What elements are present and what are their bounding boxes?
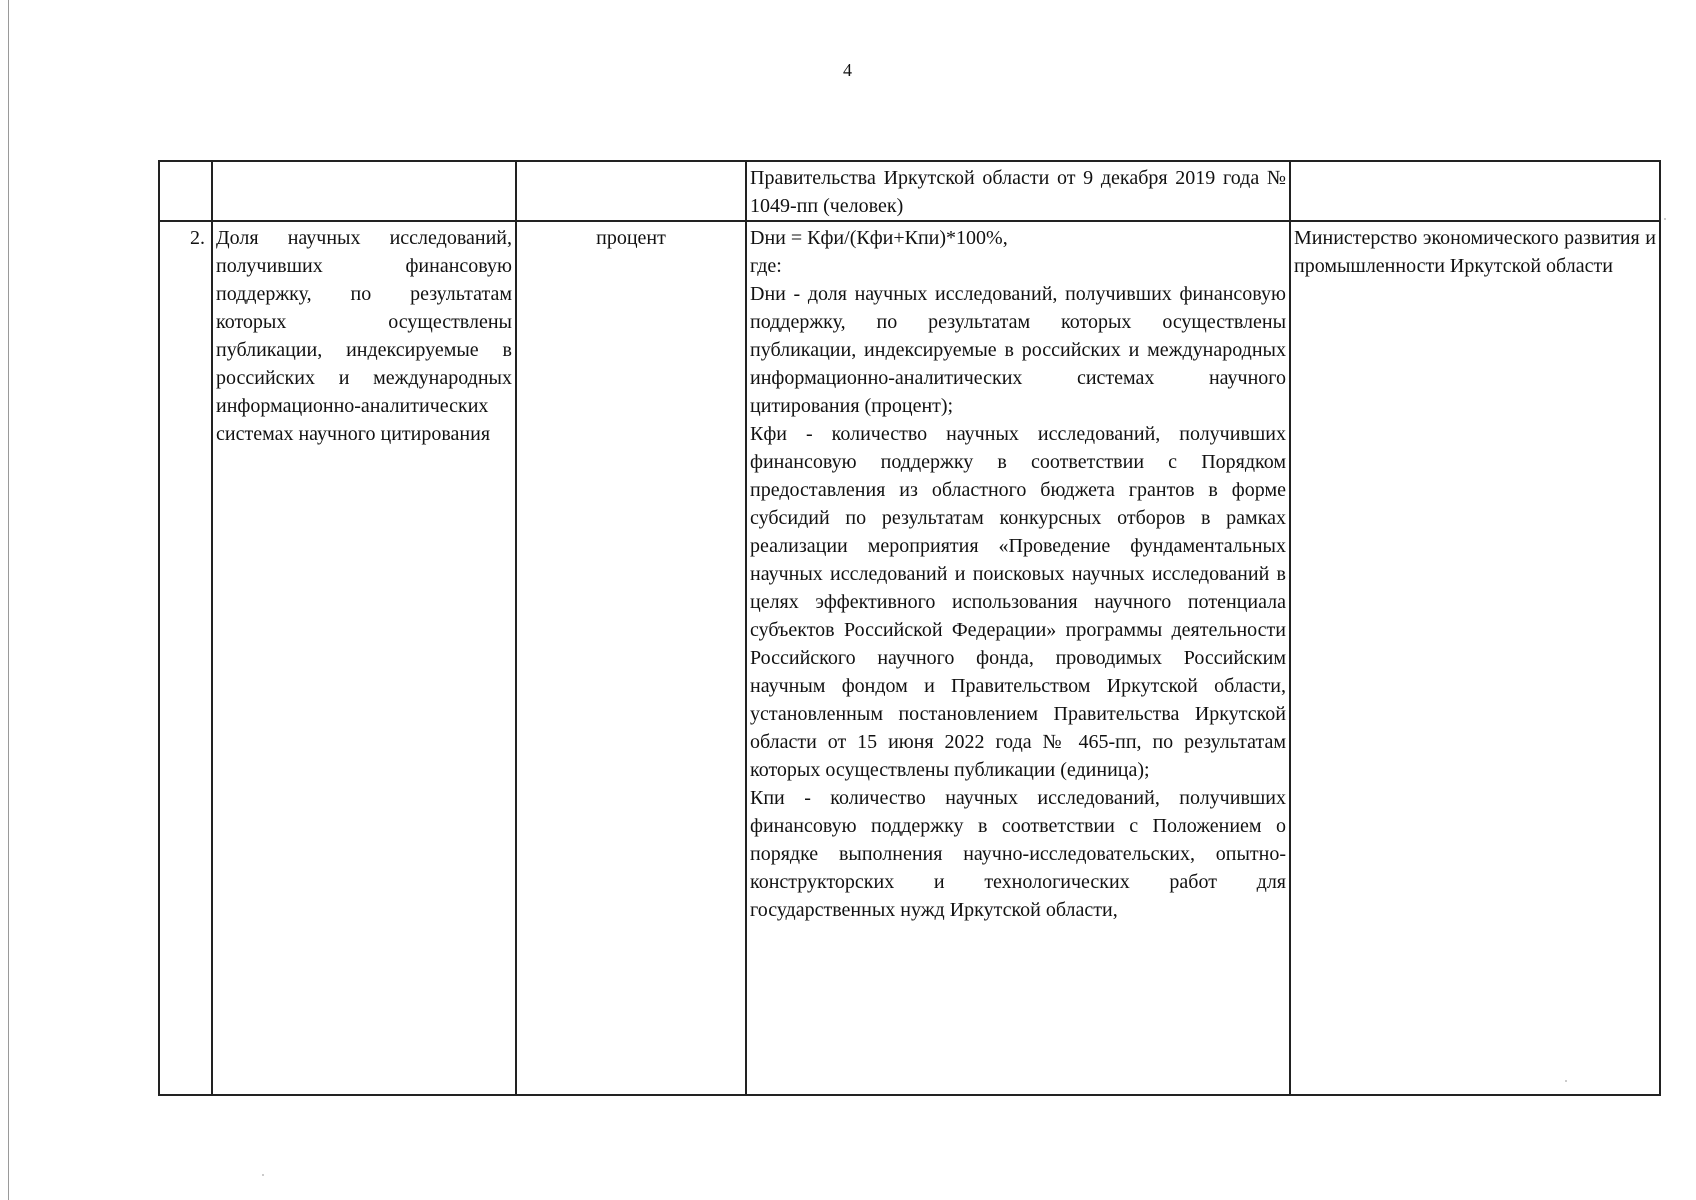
responsible-body: Министерство экономического развития и промышленности Иркутской области <box>1294 227 1656 277</box>
table-row <box>159 161 1660 221</box>
scan-speck <box>1664 218 1666 220</box>
table-row <box>159 221 1660 1095</box>
scan-speck <box>262 1174 264 1176</box>
formula-continuation: Правительства Иркутской области от 9 декабря 2019 года № 1049-пп (человек) <box>750 167 1286 217</box>
cell-responsible <box>1290 221 1660 1095</box>
definition-kfi: Кфи - количество научных исследований, получивших финансовую поддержку в соответствии с Порядком предоставления из областного бюджета грантов в форме субсидий по результатам конкурсных отборов в рамках реализации мероприятия «Проведение фундаментальных научных исследований и поисковых научных исследований в целях эффективного использования научного потенциала субъектов Российской Федерации» программы деятельности Российского научного фонда, проводимых Российским научным фондом и Правительством Иркутской области, установленным постановлением Правительства Иркутской области от 15 июня 2022 года № 465-пп, по результатам которых осуществлены публикации (единица); <box>750 423 1286 781</box>
row-number: 2. <box>159 221 212 1095</box>
page-left-edge <box>8 0 9 1200</box>
formula-where: где: <box>750 255 782 277</box>
cell-index <box>159 161 212 221</box>
definition-kpi: Кпи - количество научных исследований, получивших финансовую поддержку в соответствии с Положением о порядке выполнения научно-исследовательских, опытно-конструкторских и технологических работ для государственных нужд Иркутской области, <box>750 787 1286 921</box>
definition-dni: Dни - доля научных исследований, получивших финансовую поддержку, по результатам которых осуществлены публикации, индексируемые в российских и международных информационно-аналитических системах научного цитирования (процент); <box>750 283 1286 417</box>
cell-indicator <box>212 221 516 1095</box>
page-number: 4 <box>843 60 852 80</box>
formula: Dни = Кфи/(Кфи+Кпи)*100%, <box>750 227 1008 249</box>
indicator-name: Доля научных исследований, получивших финансовую поддержку, по результатам которых осуществлены публикации, индексируемые в российских и международных информационно-аналитических системах научного цитирования <box>216 227 512 445</box>
cell-responsible <box>1290 161 1660 221</box>
unit-of-measure: процент <box>516 221 746 1095</box>
cell-formula <box>746 161 1290 221</box>
cell-formula <box>746 221 1290 1095</box>
cell-indicator <box>212 161 516 221</box>
cell-unit <box>516 161 746 221</box>
scan-speck <box>1565 1080 1567 1082</box>
indicator-table <box>158 160 1661 1096</box>
